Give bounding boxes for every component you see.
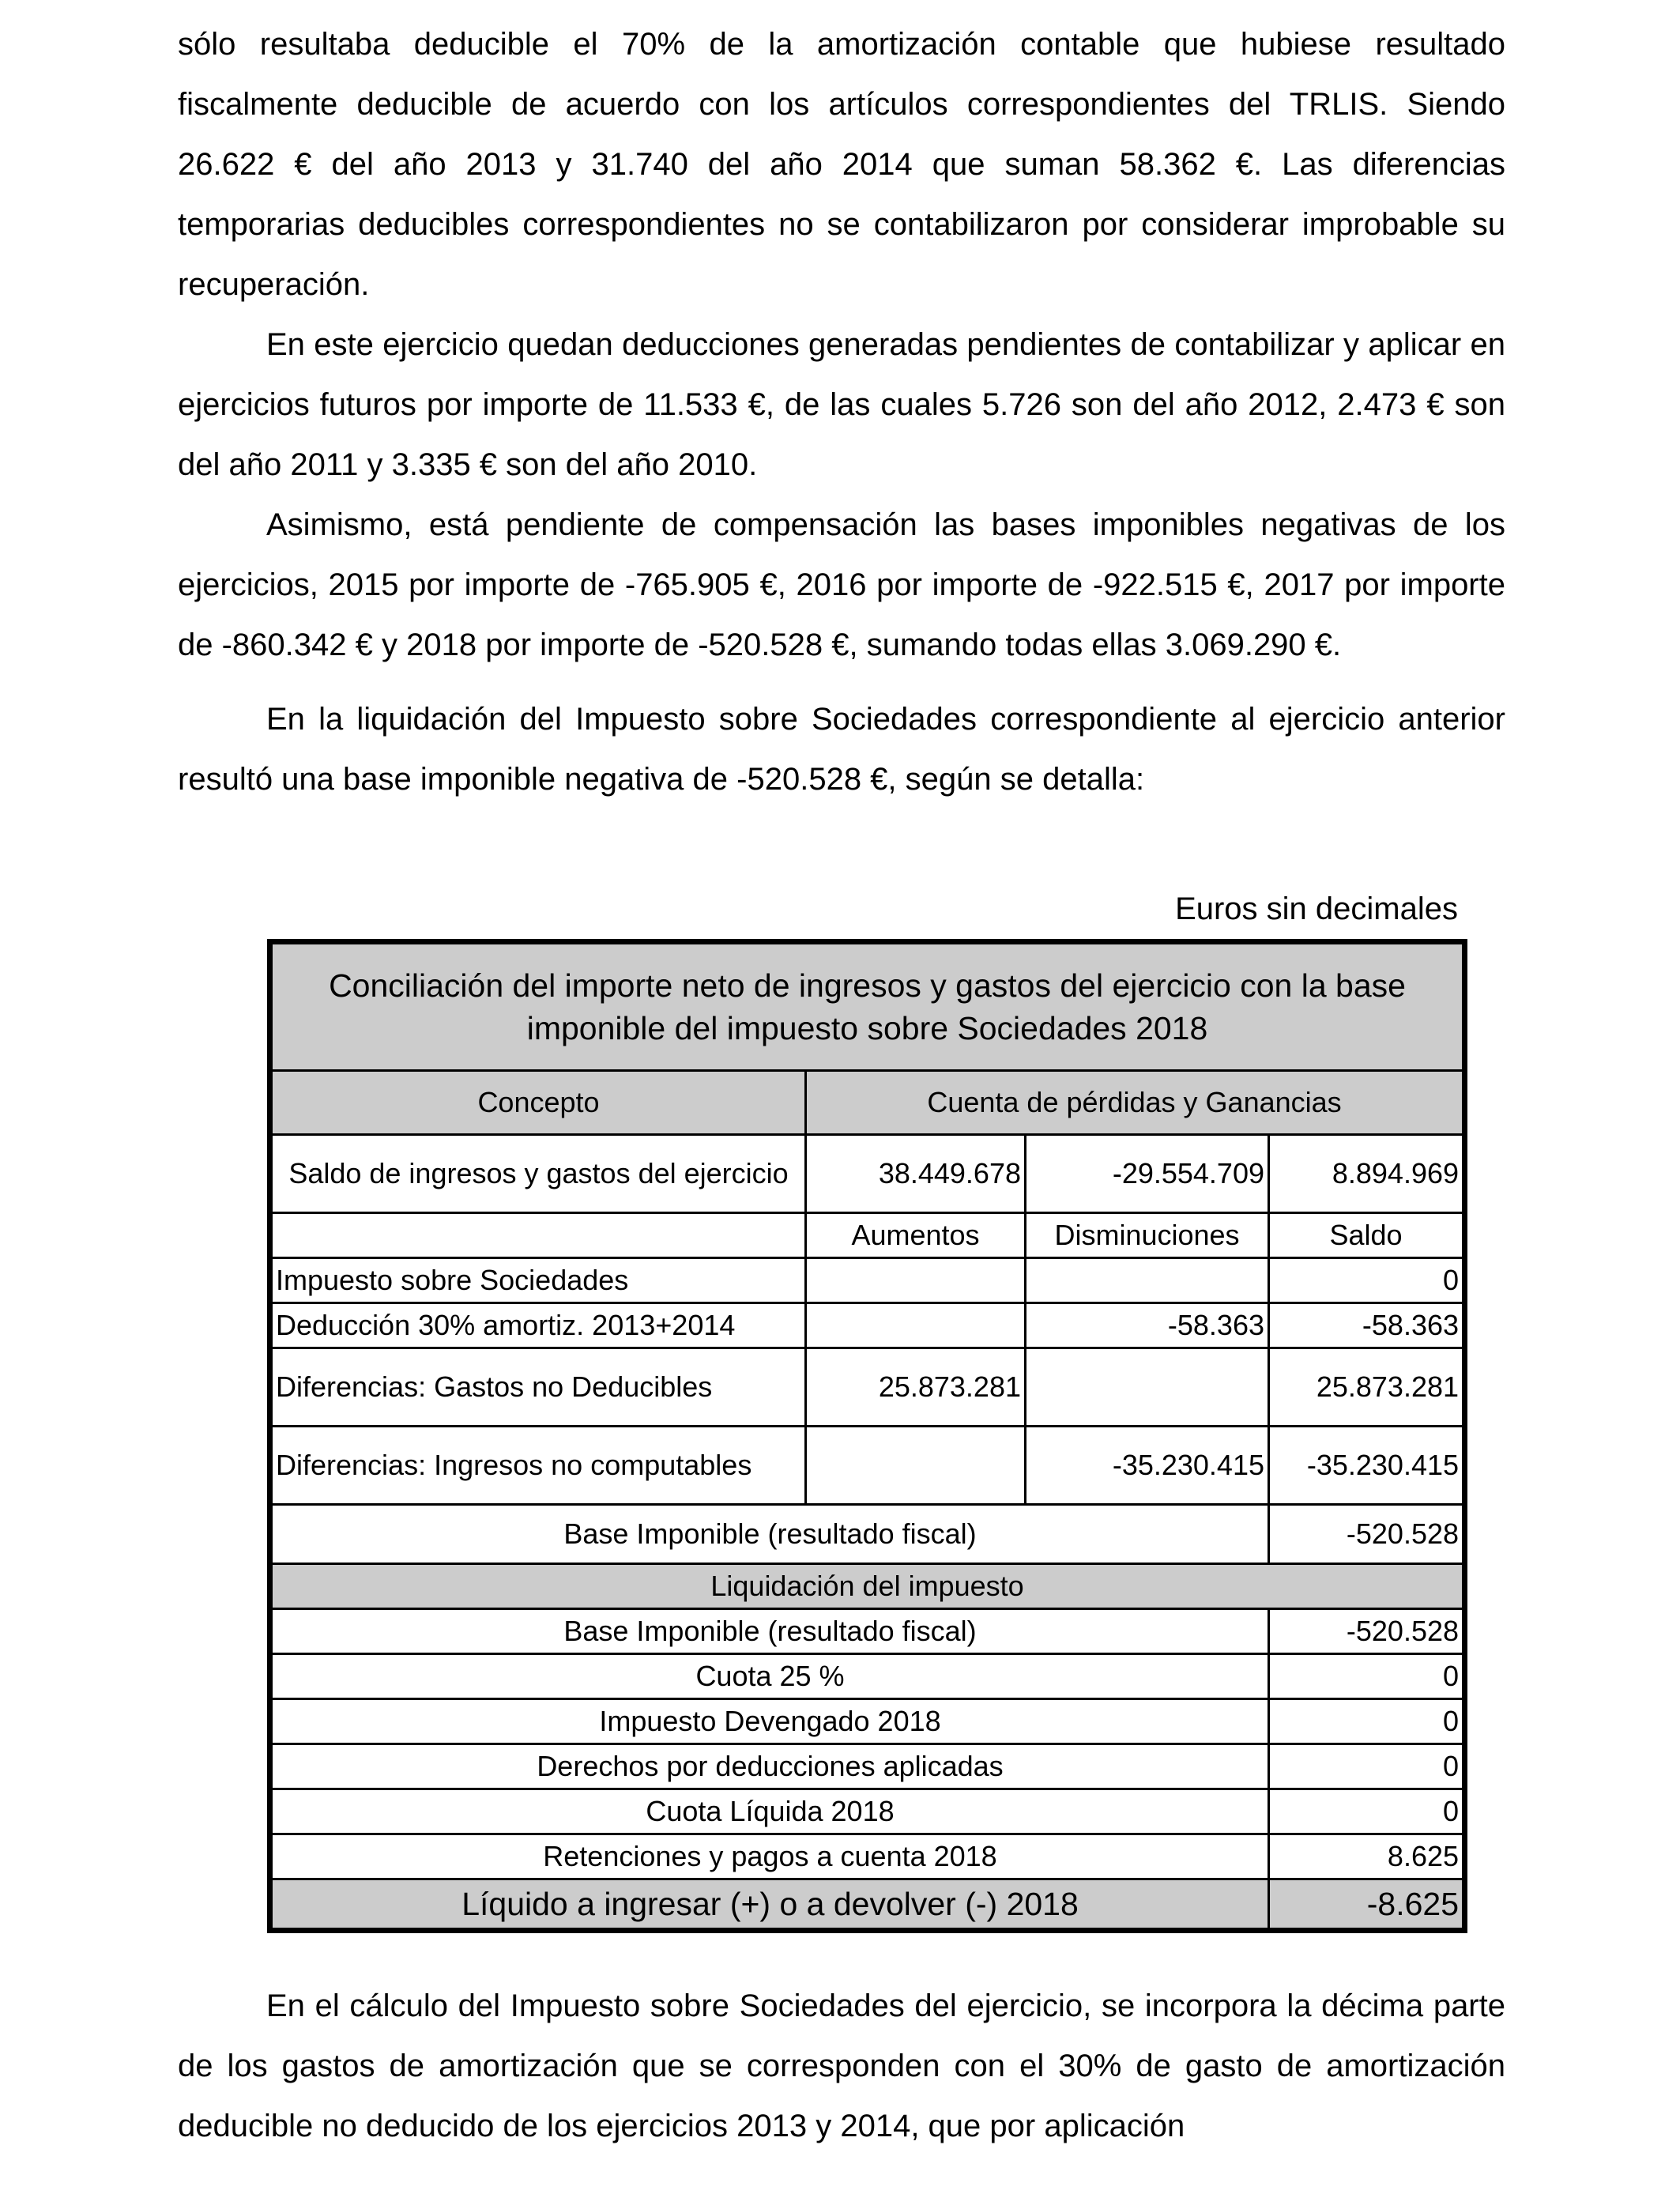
row-disminuciones: -35.230.415	[1026, 1427, 1269, 1505]
row-label: Diferencias: Ingresos no computables	[270, 1427, 806, 1505]
liquidacion-label: Base Imponible (resultado fiscal)	[270, 1609, 1269, 1654]
row-label: Diferencias: Gastos no Deducibles	[270, 1348, 806, 1427]
bottom-text	[178, 1976, 1505, 2156]
row-saldo: -35.230.415	[1269, 1427, 1465, 1505]
liquidacion-row	[270, 1789, 1465, 1834]
table-title: Conciliación del importe neto de ingresos y gastos del ejercicio con la base imponible del impuesto sobre Sociedades 2018	[270, 942, 1465, 1071]
liquidacion-row	[270, 1654, 1465, 1699]
subheader-saldo: Saldo	[1269, 1213, 1465, 1258]
liquidacion-label: Retenciones y pagos a cuenta 2018	[270, 1834, 1269, 1879]
paragraph-calculo: En el cálculo del Impuesto sobre Sociedades del ejercicio, se incorpora la décima parte de los gastos de amortización que se corresponden con el 30% de gasto de amortización deducible no deducido de los ejercicios 2013 y 2014, que por aplicación	[178, 1989, 1505, 2143]
header-concepto: Concepto	[270, 1071, 806, 1135]
base-imponible-label: Base Imponible (resultado fiscal)	[270, 1505, 1269, 1564]
row-aumentos	[806, 1303, 1026, 1348]
base-imponible-value: -520.528	[1269, 1505, 1465, 1564]
final-value: -8.625	[1269, 1879, 1465, 1931]
row-aumentos: 25.873.281	[806, 1348, 1026, 1427]
row-aumentos	[806, 1258, 1026, 1303]
top-text	[178, 14, 1505, 809]
table-row	[270, 1258, 1465, 1303]
row-label: Deducción 30% amortiz. 2013+2014	[270, 1303, 806, 1348]
saldo-value-2: -29.554.709	[1026, 1135, 1269, 1213]
row-saldo: 0	[1269, 1258, 1465, 1303]
final-label: Líquido a ingresar (+) o a devolver (-) 2018	[270, 1879, 1269, 1931]
row-saldo: -58.363	[1269, 1303, 1465, 1348]
reconciliation-table	[267, 939, 1467, 1933]
table-row	[270, 1348, 1465, 1427]
saldo-value-3: 8.894.969	[1269, 1135, 1465, 1213]
liquidacion-row	[270, 1834, 1465, 1879]
liquidacion-label: Cuota 25 %	[270, 1654, 1269, 1699]
paragraph-deducciones: En este ejercicio quedan deducciones generadas pendientes de contabilizar y aplicar en ejercicios futuros por importe de 11.533 €, de las cuales 5.726 son del año 2012, 2.473 € son del año 2011 y 3.335 € son del año 2010.	[178, 327, 1505, 482]
row-disminuciones	[1026, 1348, 1269, 1427]
row-label: Impuesto sobre Sociedades	[270, 1258, 806, 1303]
saldo-value-1: 38.449.678	[806, 1135, 1026, 1213]
liquidacion-label: Impuesto Devengado 2018	[270, 1699, 1269, 1744]
liquidacion-label: Cuota Líquida 2018	[270, 1789, 1269, 1834]
row-saldo: 25.873.281	[1269, 1348, 1465, 1427]
liquidacion-value: 0	[1269, 1699, 1465, 1744]
liquidacion-label: Derechos por deducciones aplicadas	[270, 1744, 1269, 1789]
liquidacion-value: 0	[1269, 1744, 1465, 1789]
table-row	[270, 1303, 1465, 1348]
saldo-label: Saldo de ingresos y gastos del ejercicio	[270, 1135, 806, 1213]
liquidacion-row	[270, 1609, 1465, 1654]
liquidacion-header: Liquidación del impuesto	[270, 1564, 1465, 1609]
liquidacion-row	[270, 1699, 1465, 1744]
row-aumentos	[806, 1427, 1026, 1505]
empty-subheader-cell	[270, 1213, 806, 1258]
row-disminuciones: -58.363	[1026, 1303, 1269, 1348]
header-cuenta-pyg: Cuenta de pérdidas y Ganancias	[806, 1071, 1465, 1135]
subheader-aumentos: Aumentos	[806, 1213, 1026, 1258]
subheader-disminuciones: Disminuciones	[1026, 1213, 1269, 1258]
liquidacion-value: 0	[1269, 1654, 1465, 1699]
table-row	[270, 1427, 1465, 1505]
liquidacion-value: -520.528	[1269, 1609, 1465, 1654]
unit-note: Euros sin decimales	[1175, 892, 1458, 926]
final-row	[270, 1879, 1465, 1931]
liquidacion-value: 0	[1269, 1789, 1465, 1834]
paragraph-amortizacion: sólo resultaba deducible el 70% de la amortización contable que hubiese resultado fiscalmente deducible de acuerdo con los artículos correspondientes del TRLIS. Siendo 26.622 € del año 2013 y 31.740 del año 2014 que suman 58.362 €. Las diferencias temporarias deducibles correspondientes no se contabilizaron por considerar improbable su recuperación.	[178, 27, 1505, 302]
liquidacion-value: 8.625	[1269, 1834, 1465, 1879]
liquidacion-row	[270, 1744, 1465, 1789]
paragraph-intro-table: En la liquidación del Impuesto sobre Sociedades correspondiente al ejercicio anterior resultó una base imponible negativa de -520.528 €, según se detalla:	[178, 702, 1505, 797]
paragraph-bases-negativas: Asimismo, está pendiente de compensación las bases imponibles negativas de los ejercicios, 2015 por importe de -765.905 €, 2016 por importe de -922.515 €, 2017 por importe de -860.342 € y 2018 por importe de -520.528 €, sumando todas ellas 3.069.290 €.	[178, 507, 1505, 662]
row-disminuciones	[1026, 1258, 1269, 1303]
